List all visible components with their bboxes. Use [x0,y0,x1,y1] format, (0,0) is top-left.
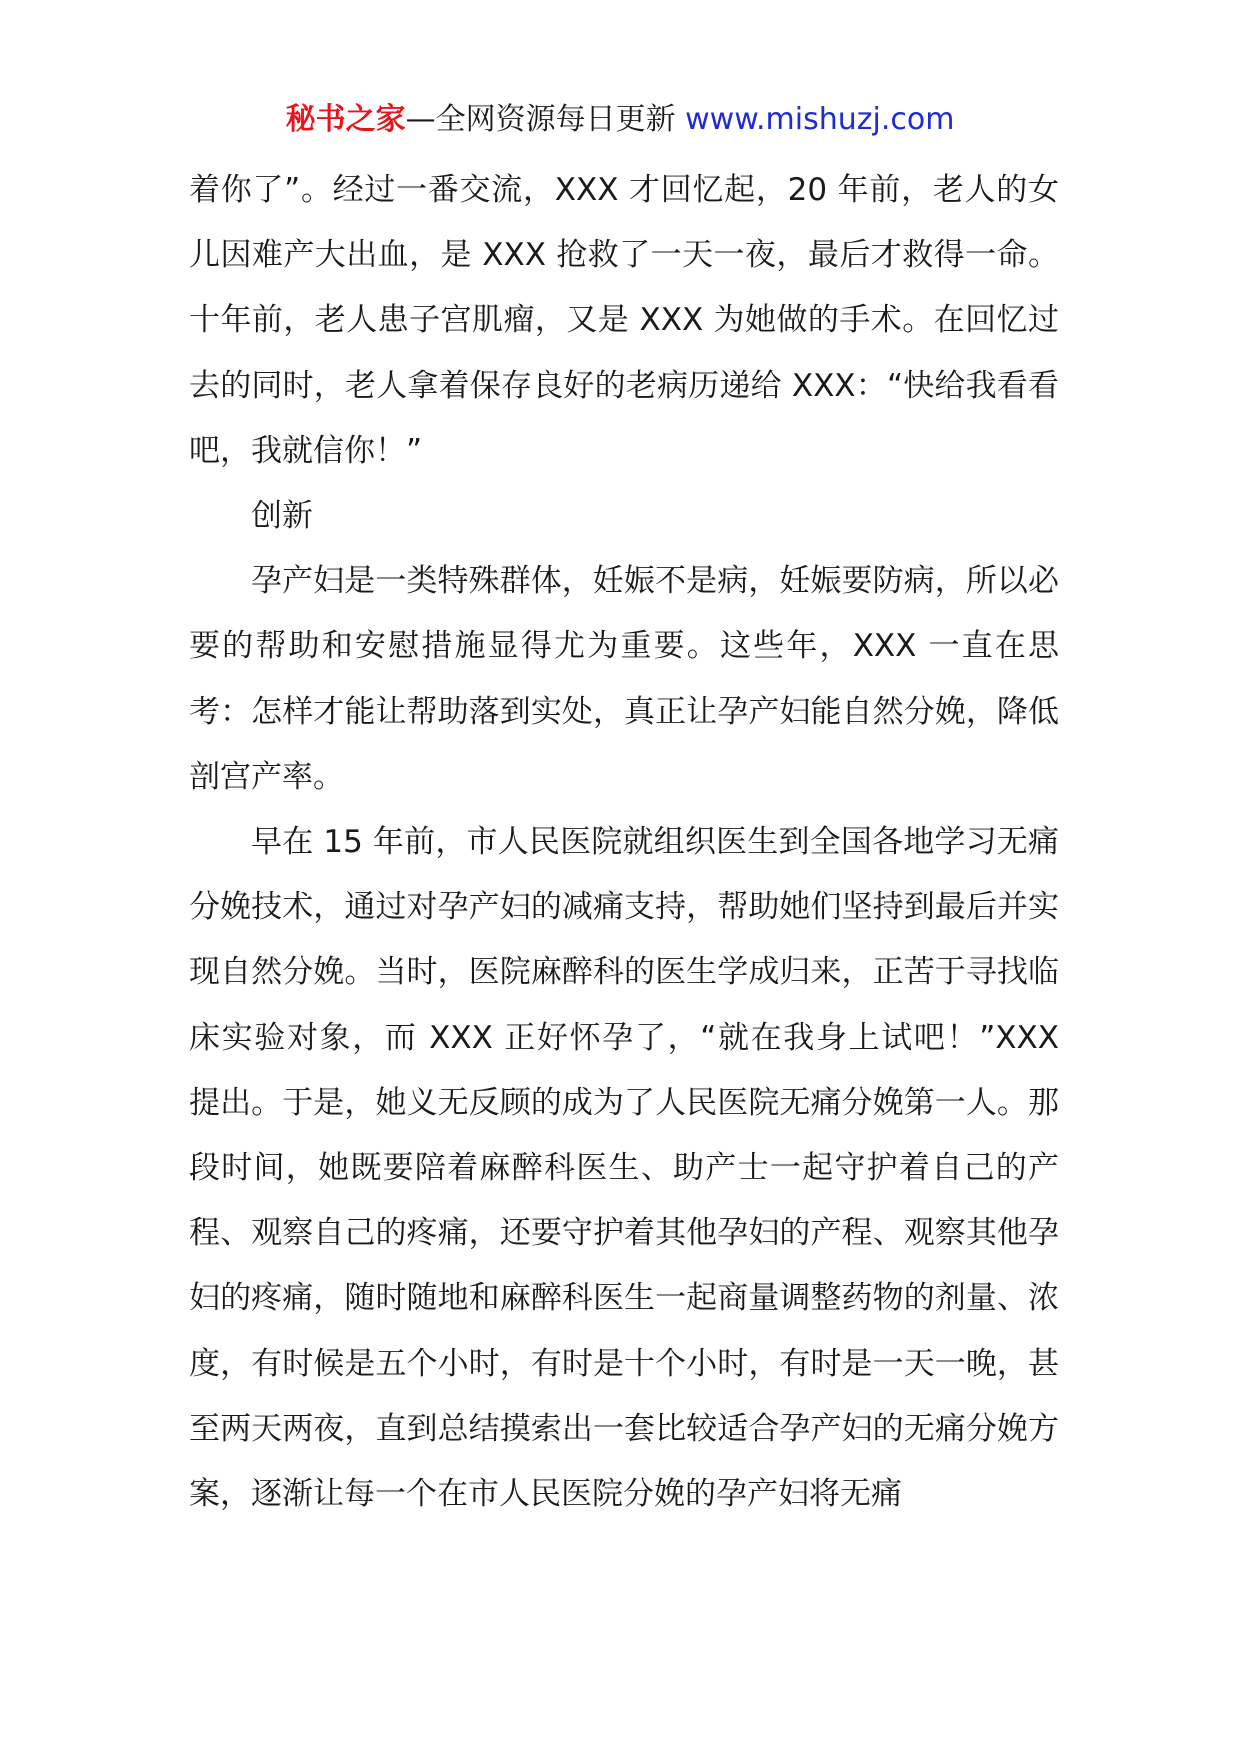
section-heading: 创新 [251,498,313,535]
paragraph: 孕产妇是一类特殊群体，妊娠不是病，妊娠要防病，所以必要的帮助和安慰措施显得尤为重要。这些年，XXX 一直在思考：怎样才能让帮助落到实处，真正让孕产妇能自然分娩，降低剖宫产率。 [189,563,1059,795]
header-tagline: —全网资源每日更新 [405,102,676,137]
paragraph: 着你了”。经过一番交流，XXX 才回忆起，20 年前，老人的女儿因难产大出血，是 XXX 抢救了一天一夜，最后才救得一命。十年前，老人患子宫肌瘤，又是 XXX 为她做的手术。在回忆过去的同时，老人拿着保存良好的老病历递给 XXX：“快给我看看吧，我就信你！” [189,172,1059,469]
page-header [0,100,1240,140]
brand-name: 秘书之家 [285,102,406,137]
site-url-link[interactable]: www.mishuzj.com [685,102,955,137]
paragraph: 早在 15 年前，市人民医院就组织医生到全国各地学习无痛分娩技术，通过对孕产妇的减痛支持，帮助她们坚持到最后并实现自然分娩。当时，医院麻醉科的医生学成归来，正苦于寻找临床实验对象，而 XXX 正好怀孕了，“就在我身上试吧！”XXX 提出。于是，她义无反顾的成为了人民医院无痛分娩第一人。那段时间，她既要陪着麻醉科医生、助产士一起守护着自己的产程、观察自己的疼痛，还要守护着其他孕妇的产程、观察其他孕妇的疼痛，随时随地和麻醉科医生一起商量调整药物的剂量、浓度，有时候是五个小时，有时是十个小时，有时是一天一晚，甚至两天两夜，直到总结摸索出一套比较适合孕产妇的无痛分娩方案，逐渐让每一个在市人民医院分娩的孕产妇将无痛 [189,824,1059,1513]
document-body [189,158,1059,1527]
